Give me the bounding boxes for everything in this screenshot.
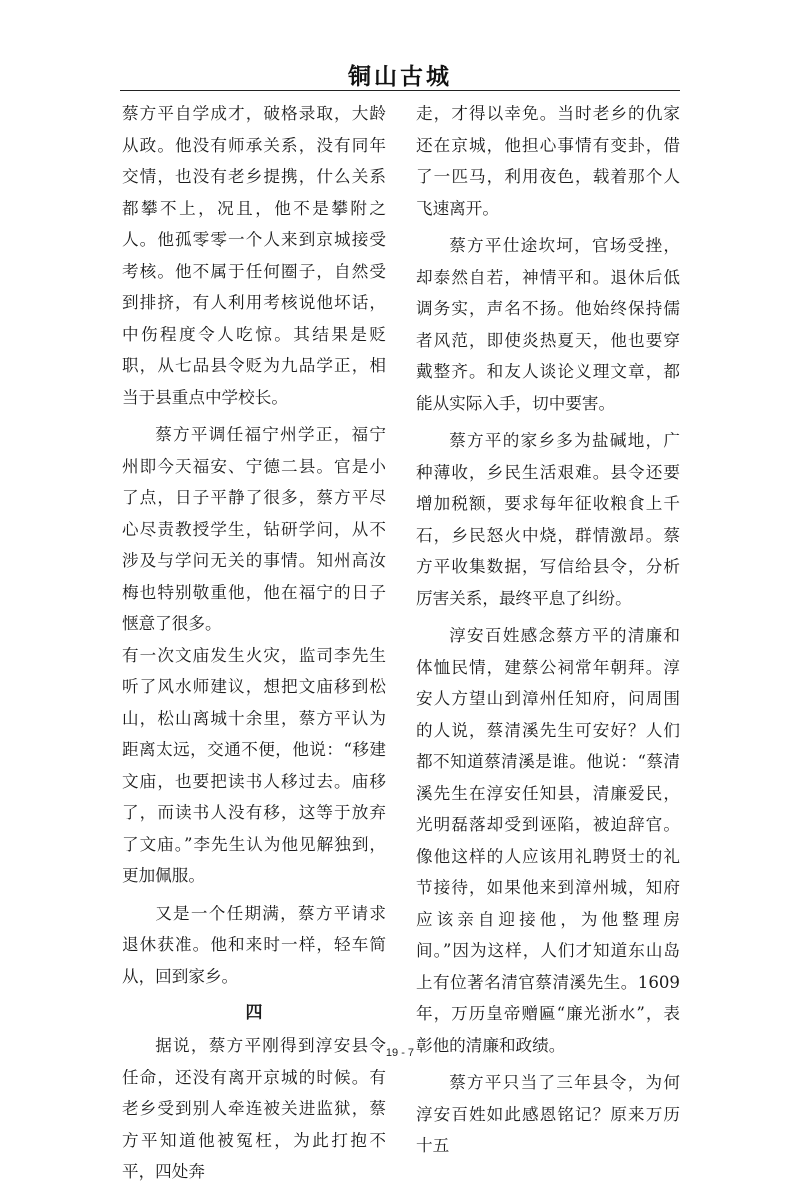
header-divider — [120, 90, 680, 91]
paragraph: 有一次文庙发生火灾，监司李先生听了风水师建议，想把文庙移到松山，松山离城十余里，蔡方平认为距离太远，交通不便，他说：“移建文庙，也要把读书人移过去。庙移了，而读书人没有移，这等于放弃了文庙。”李先生认为他见解独到，更加佩服。 — [122, 645, 386, 885]
paragraph: 走，才得以幸免。当时老乡的仇家还在京城，他担心事情有变卦，借了一匹马，利用夜色，载着那个人飞速离开。 — [416, 104, 680, 218]
paragraph: 蔡方平的家乡多为盐碱地，广种薄收，乡民生活艰难。县令还要增加税额，要求每年征收粮食上千石，乡民怒火中烧，群情激昂。蔡方平收集数据，写信给县令，分析厉害关系，最终平息了纠纷。 — [416, 431, 680, 608]
paragraph: 蔡方平自学成才，破格录取，大龄从政。他没有师承关系，没有同年交情，也没有老乡提携，什么关系都攀不上，况且，他不是攀附之人。他孤零零一个人来到京城接受考核。他不属于任何圈子，自然受到排挤，有人利用考核说他坏话，中伤程度令人吃惊。其结果是贬职，从七品县令贬为九品学正，相当于县重点中学校长。 — [122, 104, 386, 407]
paragraph: 据说，蔡方平刚得到淳安县令任命，还没有离开京城的时候。有老乡受到别人牵连被关进监狱，蔡方平知道他被冤枉，为此打抱不平，四处奔 — [122, 1036, 386, 1181]
section-heading: 四 — [245, 1003, 263, 1023]
paragraph: 蔡方平调任福宁州学正，福宁州即今天福安、宁德二县。官是小了点，日子平静了很多，蔡方平尽心尽责教授学生，钻研学问，从不涉及与学问无关的事情。知州高汝梅也特别敬重他，他在福宁的日子惬意了很多。 — [122, 425, 386, 633]
page-number: 19 - 7 — [385, 1047, 415, 1059]
paragraph: 蔡方平只当了三年县令，为何淳安百姓如此感恩铭记？原来万历十五 — [416, 1073, 680, 1155]
page-header-title: 铜山古城 — [348, 63, 452, 90]
paragraph: 又是一个任期满，蔡方平请求退休获准。他和来时一样，轻车简从，回到家乡。 — [122, 903, 386, 986]
paragraph: 蔡方平仕途坎坷，官场受挫，却泰然自若，神情平和。退休后低调务实，声名不扬。他始终保持儒者风范，即使炎热夏天，他也要穿戴整齐。和友人谈论义理文章，都能从实际入手，切中要害。 — [416, 236, 680, 413]
left-column — [122, 98, 386, 1181]
right-column — [416, 98, 680, 1155]
paragraph: 淳安百姓感念蔡方平的清廉和体恤民情，建蔡公祠常年朝拜。淳安人方望山到漳州任知府，问周围的人说，蔡清溪先生可安好？人们都不知道蔡清溪是谁。他说：“蔡清溪先生在淳安任知县，清廉爱民，光明磊落却受到诬陷，被迫辞官。像他这样的人应该用礼聘贤士的礼节接待，如果他来到漳州城，知府应该亲自迎接他，为他整理房间。”因为这样，人们才知道东山岛上有位著名清官蔡清溪先生。1609年，万历皇帝赠匾“廉光浙水”，表彰他的清廉和政绩。 — [416, 626, 680, 1055]
